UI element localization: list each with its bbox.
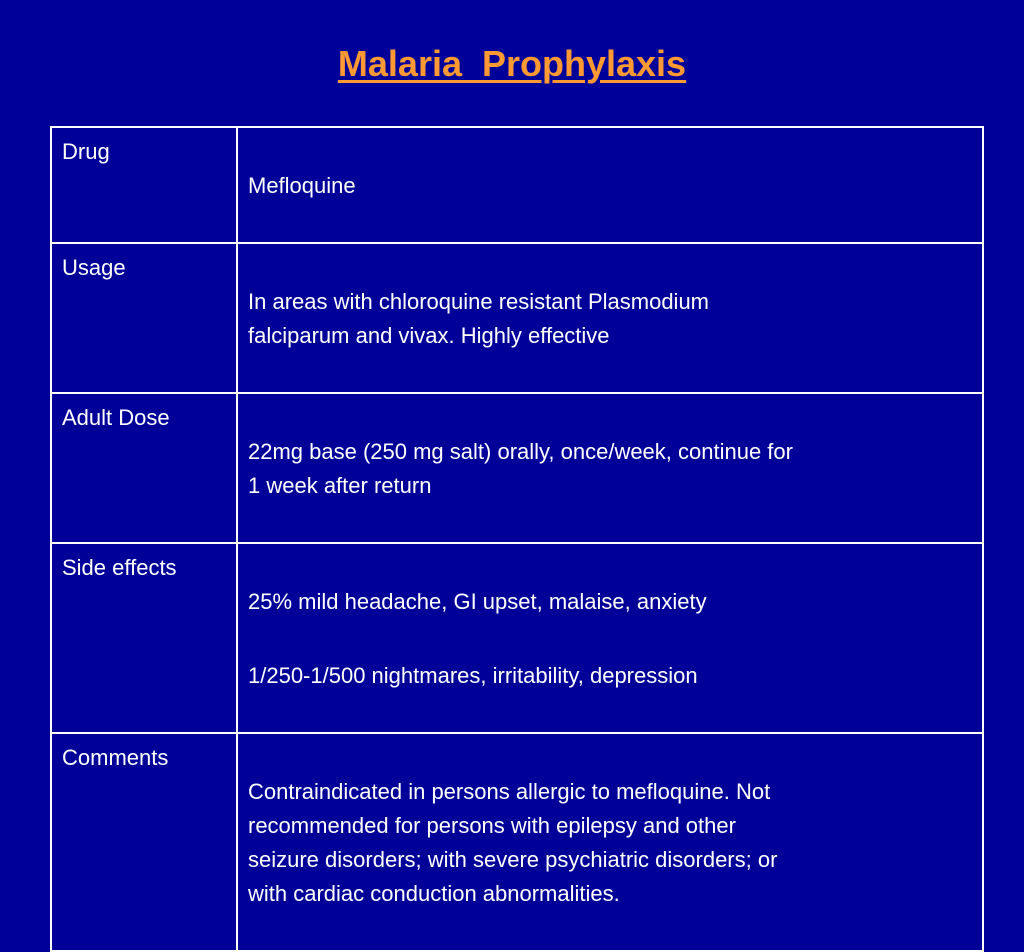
table-row-adult-dose [51, 393, 983, 543]
table-row-side-effects [51, 543, 983, 733]
row-value-side-effects [237, 543, 983, 733]
row-value-line: In areas with chloroquine resistant Plasmodium falciparum and vivax. Highly effective [248, 289, 710, 348]
row-label-usage: Usage [51, 243, 237, 393]
table-row-usage [51, 243, 983, 393]
row-value-drug [237, 127, 983, 243]
row-value-line: Contraindicated in persons allergic to mefloquine. Not recommended for persons with epilepsy and other seizure disorders; with severe psychiatric disorders; or with cardiac conduction abnormalities. [248, 779, 778, 906]
row-value-adult-dose [237, 393, 983, 543]
row-label-drug: Drug [51, 127, 237, 243]
row-value-usage [237, 243, 983, 393]
row-label-comments: Comments [51, 733, 237, 951]
row-value-line: 22mg base (250 mg salt) orally, once/week, continue for 1 week after return [248, 439, 793, 498]
row-value-line: 25% mild headache, GI upset, malaise, anxiety [248, 589, 707, 614]
row-value-line: 1/250-1/500 nightmares, irritability, depression [248, 663, 698, 688]
table-row-drug [51, 127, 983, 243]
row-value-line: Mefloquine [248, 173, 356, 198]
prophylaxis-table [50, 126, 984, 952]
row-value-comments [237, 733, 983, 951]
slide-title: Malaria Prophylaxis [337, 43, 687, 84]
row-label-adult-dose: Adult Dose [51, 393, 237, 543]
row-label-side-effects: Side effects [51, 543, 237, 733]
table-row-comments [51, 733, 983, 951]
